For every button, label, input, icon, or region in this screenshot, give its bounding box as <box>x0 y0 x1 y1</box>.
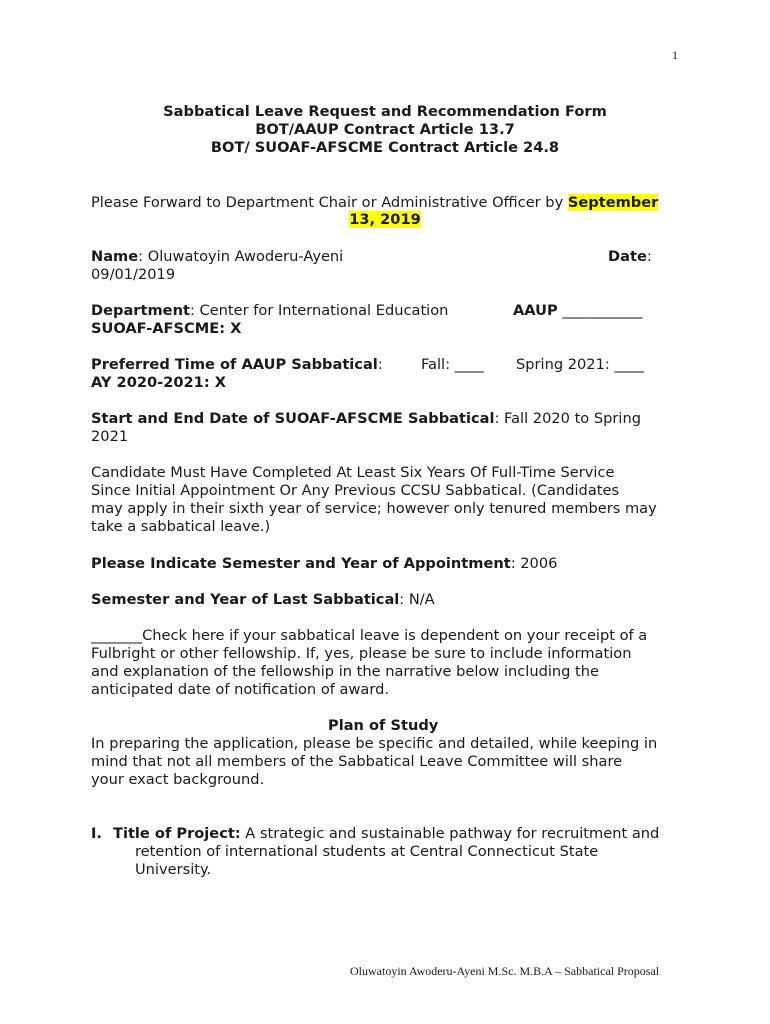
plan-heading: Plan of Study <box>328 717 439 734</box>
aaup-label: AAUP <box>513 302 558 319</box>
date-label-row <box>608 248 652 266</box>
ay-value: : X <box>203 374 227 391</box>
form-subtitle-suoaf: BOT/ SUOAF-AFSCME Contract Article 24.8 <box>210 139 560 156</box>
date-colon: : <box>646 248 652 265</box>
aaup-row <box>513 302 643 320</box>
appointment-label: Please Indicate Semester and Year of Appointment <box>91 555 511 572</box>
fulbright-line: and explanation of the fellowship in the narrative below including the <box>91 663 599 680</box>
start-end-value-cont: 2021 <box>91 428 129 445</box>
deadline-date: 13, 2019 <box>349 211 421 228</box>
project-title-line2: retention of international students at Central Connecticut State <box>135 843 599 860</box>
preferred-row <box>91 356 383 374</box>
department-row <box>91 302 448 320</box>
preferred-fall: Fall: ____ <box>421 356 484 373</box>
candidate-line: Candidate Must Have Completed At Least Six Years Of Full-Time Service <box>91 464 615 481</box>
candidate-line: may apply in their sixth year of service; however only tenured members may <box>91 500 657 517</box>
name-label: Name <box>91 248 139 265</box>
section-number: I. <box>91 825 102 842</box>
page-footer: Oluwatoyin Awoderu-Ayeni M.Sc. M.B.A – Sabbatical Proposal <box>350 964 660 978</box>
page-number: 1 <box>672 48 678 62</box>
start-end-value: : Fall 2020 to Spring <box>494 410 641 427</box>
plan-line: mind that not all members of the Sabbatical Leave Committee will share <box>91 753 623 770</box>
name-value: : Oluwatoyin Awoderu-Ayeni <box>138 248 344 265</box>
project-title-value: A strategic and sustainable pathway for recruitment and <box>240 825 660 842</box>
project-title-label: Title of Project: <box>113 825 241 842</box>
date-label: Date <box>608 248 647 265</box>
suoaf-value: : X <box>219 320 242 337</box>
aaup-blank: ___________ <box>557 302 643 319</box>
fulbright-line: Fulbright or other fellowship. If, yes, please be sure to include information <box>91 645 632 662</box>
form-subtitle-aaup: BOT/AAUP Contract Article 13.7 <box>255 121 515 138</box>
deadline-line2 <box>0 211 770 229</box>
preferred-spring: Spring 2021: ____ <box>516 356 644 373</box>
ay-row <box>91 374 226 392</box>
name-row <box>91 248 343 266</box>
forward-instruction <box>91 194 658 212</box>
ay-label: AY 2020-2021 <box>91 374 204 391</box>
preferred-label: Preferred Time of AAUP Sabbatical <box>91 356 378 373</box>
fulbright-line: anticipated date of notification of award. <box>91 681 389 698</box>
start-end-label: Start and End Date of SUOAF-AFSCME Sabbatical <box>91 410 495 427</box>
plan-line: your exact background. <box>91 771 265 788</box>
last-sabbatical-value: : N/A <box>399 591 435 608</box>
department-value: : Center for International Education <box>189 302 449 319</box>
deadline-highlight: September <box>567 194 659 211</box>
start-end-row <box>91 410 641 428</box>
department-label: Department <box>91 302 190 319</box>
forward-text: Please Forward to Department Chair or Administrative Officer by <box>91 194 568 211</box>
candidate-line: Since Initial Appointment Or Any Previous CCSU Sabbatical. (Candidates <box>91 482 620 499</box>
last-sabbatical-row <box>91 591 435 609</box>
form-title: Sabbatical Leave Request and Recommendation Form <box>163 103 607 120</box>
suoaf-row <box>91 320 241 338</box>
last-sabbatical-label: Semester and Year of Last Sabbatical <box>91 591 400 608</box>
fulbright-line: _______Check here if your sabbatical leave is dependent on your receipt of a <box>91 627 648 644</box>
appointment-row <box>91 555 557 573</box>
preferred-colon: : <box>377 356 383 373</box>
plan-line: In preparing the application, please be specific and detailed, while keeping in <box>91 735 658 752</box>
suoaf-label: SUOAF-AFSCME <box>91 320 220 337</box>
project-title-line3: University. <box>135 861 212 878</box>
date-value: 09/01/2019 <box>91 266 176 283</box>
project-title-row <box>113 825 659 843</box>
candidate-line: take a sabbatical leave.) <box>91 518 271 535</box>
appointment-value: : 2006 <box>510 555 558 572</box>
